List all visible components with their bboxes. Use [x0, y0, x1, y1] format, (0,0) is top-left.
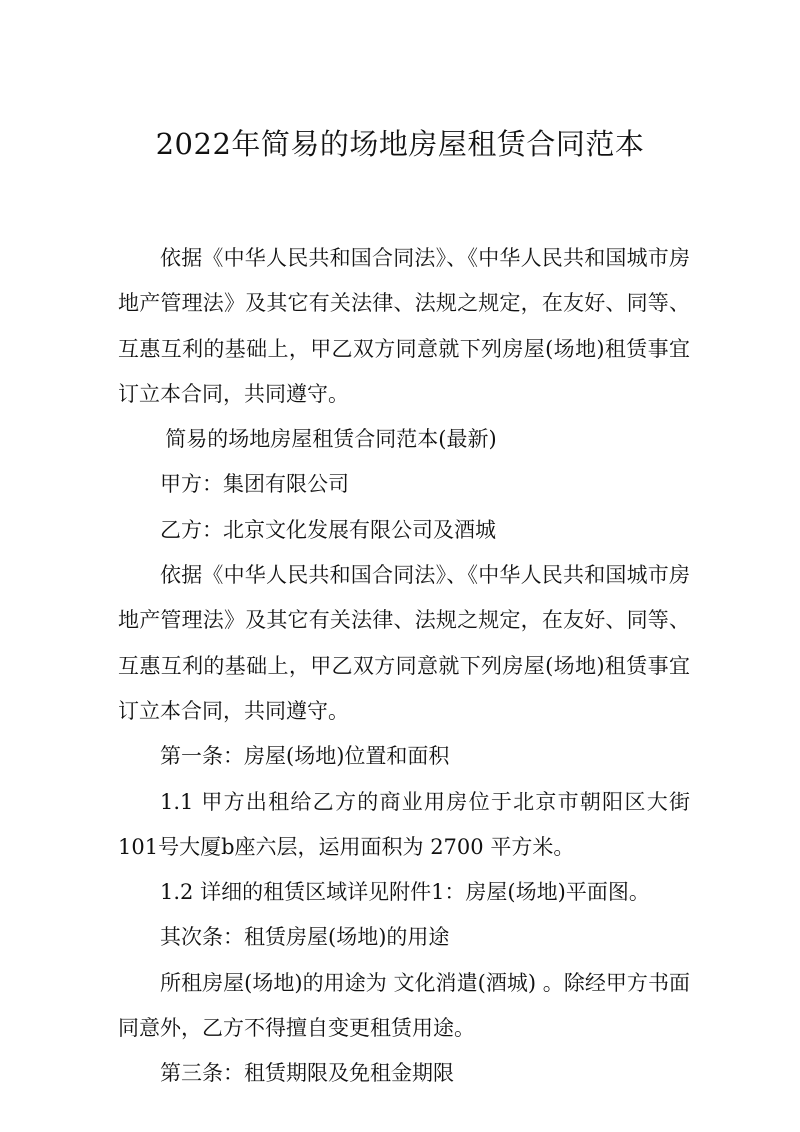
document-body — [118, 236, 690, 1097]
paragraph-preamble-repeat: 依据《中华人民共和国合同法》、《中华人民共和国城市房地产管理法》及其它有关法律、法规之规定，在友好、同等、互惠互利的基础上，甲乙双方同意就下列房屋(场地)租赁事宜订立本合同，共同遵守。 — [118, 563, 690, 723]
paragraph-article-2-heading: 其次条：租赁房屋(场地)的用途 — [160, 925, 450, 950]
paragraph-party-a: 甲方：集团有限公司 — [160, 472, 349, 497]
paragraph-party-b: 乙方：北京文化发展有限公司及酒城 — [160, 517, 496, 542]
paragraph-article-3-heading: 第三条：租赁期限及免租金期限 — [160, 1061, 454, 1086]
paragraph-article-2-body: 所租房屋(场地)的用途为 文化消遣(酒城) 。除经甲方书面同意外，乙方不得擅自变更租赁用途。 — [118, 970, 690, 1041]
paragraph-subtitle: 简易的场地房屋租赁合同范本(最新) — [165, 427, 497, 452]
paragraph-clause-1-2: 1.2 详细的租赁区域详见附件1：房屋(场地)平面图。 — [160, 880, 650, 905]
paragraph-article-1-heading: 第一条：房屋(场地)位置和面积 — [160, 744, 450, 769]
paragraph-preamble: 依据《中华人民共和国合同法》、《中华人民共和国城市房地产管理法》及其它有关法律、法规之规定，在友好、同等、互惠互利的基础上，甲乙双方同意就下列房屋(场地)租赁事宜订立本合同，共同遵守。 — [118, 246, 690, 406]
paragraph-clause-1-1: 1.1 甲方出租给乙方的商业用房位于北京市朝阳区大街101号大厦b座六层，运用面积为 2700 平方米。 — [118, 789, 690, 859]
document-title: 2022年简易的场地房屋租赁合同范本 — [155, 127, 645, 161]
